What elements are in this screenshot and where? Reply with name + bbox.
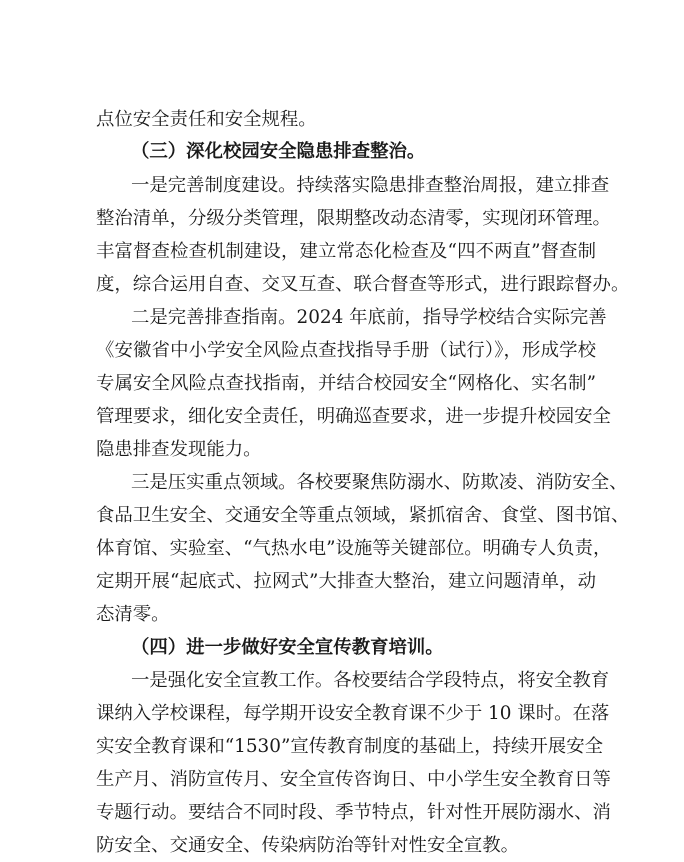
text-line: 隐患排查发现能力。 [96,439,262,460]
text-line: 课纳入学校课程，每学期开设安全教育课不少于 10 课时。在落 [96,703,610,724]
text-line: 专属安全风险点查找指南，并结合校园安全“网格化、实名制” [96,373,596,394]
section-heading-4: （四）进一步做好安全宣传教育培训。 [131,637,444,658]
text-line: 度，综合运用自查、交叉互查、联合督查等形式，进行跟踪督办。 [96,274,630,295]
text-line: 整治清单，分级分类管理，限期整改动态清零，实现闭环管理。 [96,208,611,229]
text-line: 一是强化安全宣教工作。各校要结合学段特点，将安全教育 [131,670,610,691]
text-line: 点位安全责任和安全规程。 [96,109,317,130]
section-heading-3: （三）深化校园安全隐患排查整治。 [131,141,426,162]
text-line: 防安全、交通安全、传染病防治等针对性安全宣教。 [96,835,519,856]
text-line: 实安全教育课和“1530”宣传教育制度的基础上，持续开展安全 [96,736,603,757]
text-line: 二是完善排查指南。2024 年底前，指导学校结合实际完善 [131,307,607,328]
text-line: 体育馆、实验室、“气热水电”设施等关键部位。明确专人负责， [96,538,612,559]
text-line: 态清零。 [96,604,170,625]
text-line: 一是完善制度建设。持续落实隐患排查整治周报，建立排查 [131,175,610,196]
text-line: 食品卫生安全、交通安全等重点领域，紧抓宿舍、食堂、图书馆、 [96,505,630,526]
text-line: 专题行动。要结合不同时段、季节特点，针对性开展防溺水、消 [96,802,611,823]
text-line: 管理要求，细化安全责任，明确巡查要求，进一步提升校园安全 [96,406,611,427]
text-line: 丰富督查检查机制建设，建立常态化检查及“四不两直”督查制 [96,241,596,262]
text-line: 三是压实重点领域。各校要聚焦防溺水、防欺凌、消防安全、 [131,472,628,493]
text-line: 定期开展“起底式、拉网式”大排查大整治，建立问题清单，动 [96,571,596,592]
text-line: 《安徽省中小学安全风险点查找指导手册（试行）》，形成学校 [96,340,596,361]
text-line: 生产月、消防宣传月、安全宣传咨询日、中小学生安全教育日等 [96,769,611,790]
